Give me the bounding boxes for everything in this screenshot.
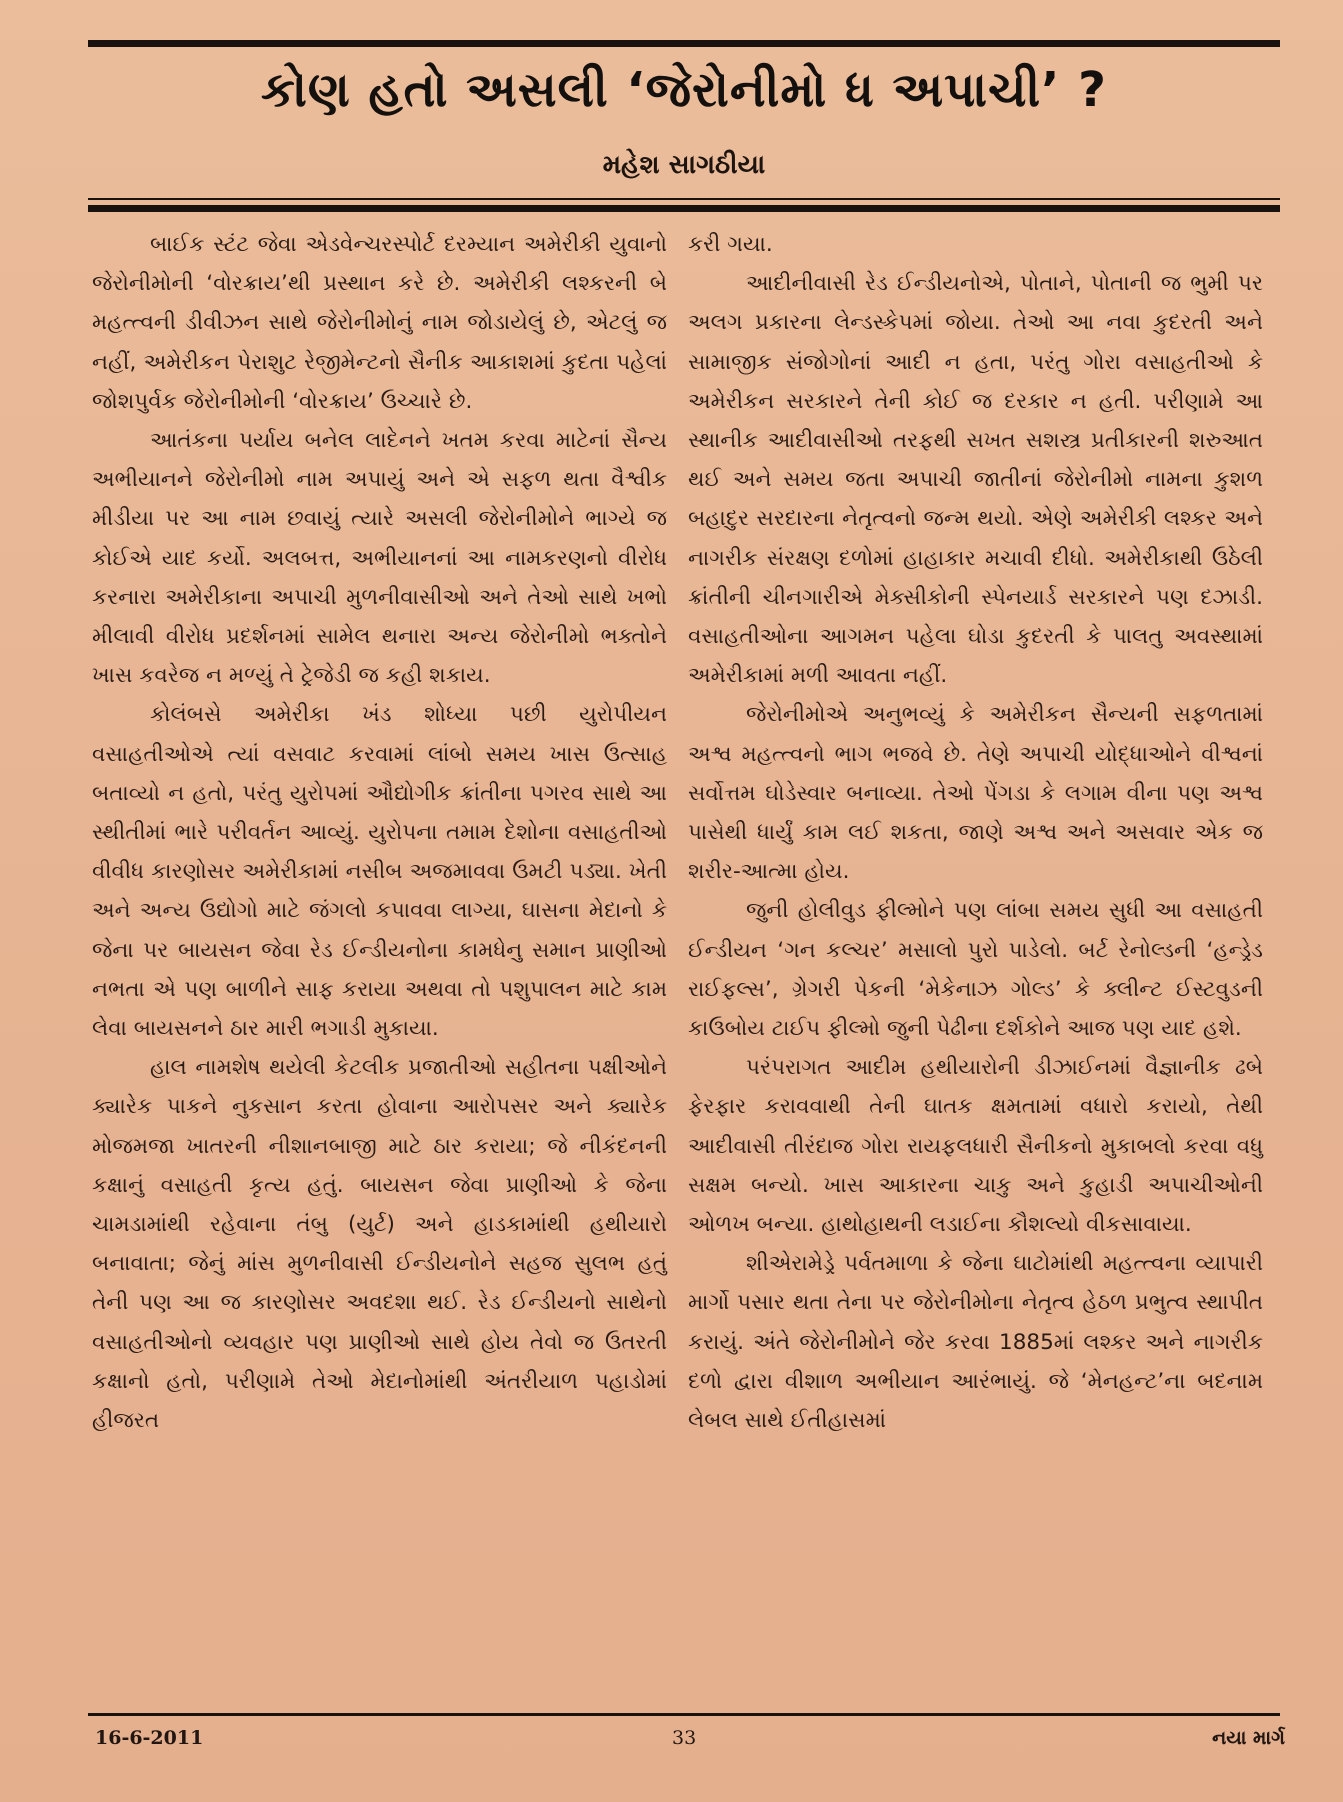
header-rule-thin: [88, 198, 1280, 200]
paragraph: શીએરામેડ્રે પર્વતમાળા કે જેના ઘાટોમાંથી મહત્ત્વના વ્યાપારી માર્ગો પસાર થતા તેના પર જેરોનીમોના નેતૃત્વ હેઠળ પ્રભુત્વ સ્થાપીત કરાયું. અંતે જેરોનીમોને જેર કરવા 1885માં લશ્કર અને નાગરીક દળો દ્વારા વીશાળ અભીયાન આરંભાયું. જે ‘મેનહન્ટ’ના બદનામ લેબલ સાથે ઈતીહાસમાં: [688, 1251, 1263, 1434]
paragraph-continuation: કરી ગયા.: [688, 232, 773, 257]
footer-rule: [88, 1713, 1280, 1716]
paragraph: જેરોનીમોએ અનુભવ્યું કે અમેરીકન સૈન્યની સફળતામાં અશ્વ મહત્ત્વનો ભાગ ભજવે છે. તેણે અપાચી યોદ્ધાઓને વીશ્વનાં સર્વોત્તમ ઘોડેસ્વાર બનાવ્યા. તેઓ પેંગડા કે લગામ વીના પણ અશ્વ પાસેથી ધાર્યું કામ લઈ શકતા, જાણે અશ્વ અને અસવાર એક જ શરીર-આત્મા હોય.: [688, 702, 1263, 885]
paragraph: પરંપરાગત આદીમ હથીયારોની ડીઝાઈનમાં વૈજ્ઞાનીક ઢબે ફેરફાર કરાવવાથી તેની ઘાતક ક્ષમતામાં વધારો કરાયો, તેથી આદીવાસી તીરંદાજ ગોરા રાયફલધારી સૈનીકનો મુકાબલો કરવા વધુ સક્ષમ બન્યો. ખાસ આકારના ચાકુ અને કુહાડી અપાચીઓની ઓળખ બન્યા. હાથોહાથની લડાઈના કૌશલ્યો વીકસાવાયા.: [688, 1055, 1263, 1238]
right-column: [688, 225, 1263, 1705]
paragraph: જુની હોલીવુડ ફીલ્મોને પણ લાંબા સમય સુધી આ વસાહતી ઈન્ડીયન ‘ગન કલ્ચર’ મસાલો પુરો પાડેલો. બર્ટ રેનોલ્ડની ‘હન્ડ્રેડ રાઈફલ્સ’, ગ્રેગરી પેકની ‘મેકેનાઝ ગોલ્ડ’ કે ક્લીન્ટ ઈસ્ટવુડની કાઉબોય ટાઈપ ફીલ્મો જુની પેઢીના દર્શકોને આજ પણ યાદ હશે.: [688, 898, 1263, 1042]
paragraph: બાઈક સ્ટંટ જેવા એડવેન્ચરસ્પોર્ટ દરમ્યાન અમેરીકી યુવાનો જેરોનીમોની ‘વોરક્રાય’થી પ્રસ્થાન કરે છે. અમેરીકી લશ્કરની બે મહત્ત્વની ડીવીઝન સાથે જેરોનીમોનું નામ જોડાયેલું છે, એટલું જ નહીં, અમેરીકન પેરાશુટ રેજીમેન્ટનો સૈનીક આકાશમાં કુદતા પહેલાં જોશપુર્વક જેરોનીમોની ‘વોરક્રાય’ ઉચ્ચારે છે.: [92, 232, 667, 414]
paragraph: આતંકના પર્યાય બનેલ લાદેનને ખતમ કરવા માટેનાં સૈન્ય અભીયાનને જેરોનીમો નામ અપાયું અને એ સફળ થતા વૈશ્વીક મીડીયા પર આ નામ છવાયું ત્યારે અસલી જેરોનીમોને ભાગ્યે જ કોઈએ યાદ કર્યો. અલબત્ત, અભીયાનનાં આ નામકરણનો વીરોધ કરનારા અમેરીકાના અપાચી મુળનીવાસીઓ અને તેઓ સાથે ખભો મીલાવી વીરોધ પ્રદર્શનમાં સામેલ થનારા અન્ય જેરોનીમો ભક્તોને ખાસ કવરેજ ન મળ્યું તે ટ્રેજેડી જ કહી શકાય.: [92, 428, 667, 689]
paragraph: કોલંબસે અમેરીકા ખંડ શોધ્યા પછી યુરોપીયન વસાહતીઓએ ત્યાં વસવાટ કરવામાં લાંબો સમય ખાસ ઉત્સાહ બતાવ્યો ન હતો, પરંતુ યુરોપમાં ઔદ્યોગીક ક્રાંતીના પગરવ સાથે આ સ્થીતીમાં ભારે પરીવર્તન આવ્યું. યુરોપના તમામ દેશોના વસાહતીઓ વીવીધ કારણોસર અમેરીકામાં નસીબ અજમાવવા ઉમટી પડ્યા. ખેતી અને અન્ય ઉદ્યોગો માટે જંગલો કપાવવા લાગ્યા, ઘાસના મેદાનો કે જેના પર બાયસન જેવા રેડ ઈન્ડીયનોના કામધેનુ સમાન પ્રાણીઓ નભતા એ પણ બાળીને સાફ કરાયા અથવા તો પશુપાલન માટે કામ લેવા બાયસનને ઠાર મારી ભગાડી મુકાયા.: [92, 702, 667, 1042]
page-number: 33: [672, 1727, 697, 1749]
header-rule-thick: [88, 205, 1280, 212]
article-title: કોણ હતો અસલી ‘જેરોનીમો ધ અપાચી’ ?: [261, 62, 1107, 118]
publication-name: નયા માર્ગ: [1212, 1727, 1285, 1749]
paragraph: આદીનીવાસી રેડ ઈન્ડીયનોએ, પોતાને, પોતાની જ ભુમી પર અલગ પ્રકારના લેન્ડસ્કેપમાં જોયા. તેઓ આ નવા કુદરતી અને સામાજીક સંજોગોનાં આદી ન હતા, પરંતુ ગોરા વસાહતીઓ કે અમેરીકન સરકારને તેની કોઈ જ દરકાર ન હતી. પરીણામે આ સ્થાનીક આદીવાસીઓ તરફથી સખત સશસ્ત્ર પ્રતીકારની શરુઆત થઈ અને સમય જતા અપાચી જાતીનાં જેરોનીમો નામના કુશળ બહાદુર સરદારના નેતૃત્વનો જન્મ થયો. એણે અમેરીકી લશ્કર અને નાગરીક સંરક્ષણ દળોમાં હાહાકાર મચાવી દીધો. અમેરીકાથી ઉઠેલી ક્રાંતીની ચીનગારીએ મેક્સીકોની સ્પેનયાર્ડ સરકારને પણ દઝાડી. વસાહતીઓના આગમન પહેલા ઘોડા કુદરતી કે પાલતુ અવસ્થામાં અમેરીકામાં મળી આવતા નહીં.: [688, 271, 1263, 689]
top-rule: [88, 40, 1280, 47]
left-column: [92, 225, 667, 1705]
article-author: મહેશ સાગઠીયા: [602, 150, 766, 180]
issue-date: 16-6-2011: [95, 1727, 204, 1749]
paragraph: હાલ નામશેષ થયેલી કેટલીક પ્રજાતીઓ સહીતના પક્ષીઓને ક્યારેક પાકને નુકસાન કરતા હોવાના આરોપસર અને ક્યારેક મોજમજા ખાતરની નીશાનબાજી માટે ઠાર કરાયા; જે નીકંદનની કક્ષાનું વસાહતી કૃત્ય હતું. બાયસન જેવા પ્રાણીઓ કે જેના ચામડામાંથી રહેવાના તંબુ (યુર્ટ) અને હાડકામાંથી હથીયારો બનાવાતા; જેનું માંસ મુળનીવાસી ઈન્ડીયનોને સહજ સુલભ હતું તેની પણ આ જ કારણોસર અવદશા થઈ. રેડ ઈન્ડીયનો સાથેનો વસાહતીઓનો વ્યવહાર પણ પ્રાણીઓ સાથે હોય તેવો જ ઉતરતી કક્ષાનો હતો, પરીણામે તેઓ મેદાનોમાંથી અંતરીયાળ પહાડોમાં હીજરત: [92, 1055, 667, 1434]
